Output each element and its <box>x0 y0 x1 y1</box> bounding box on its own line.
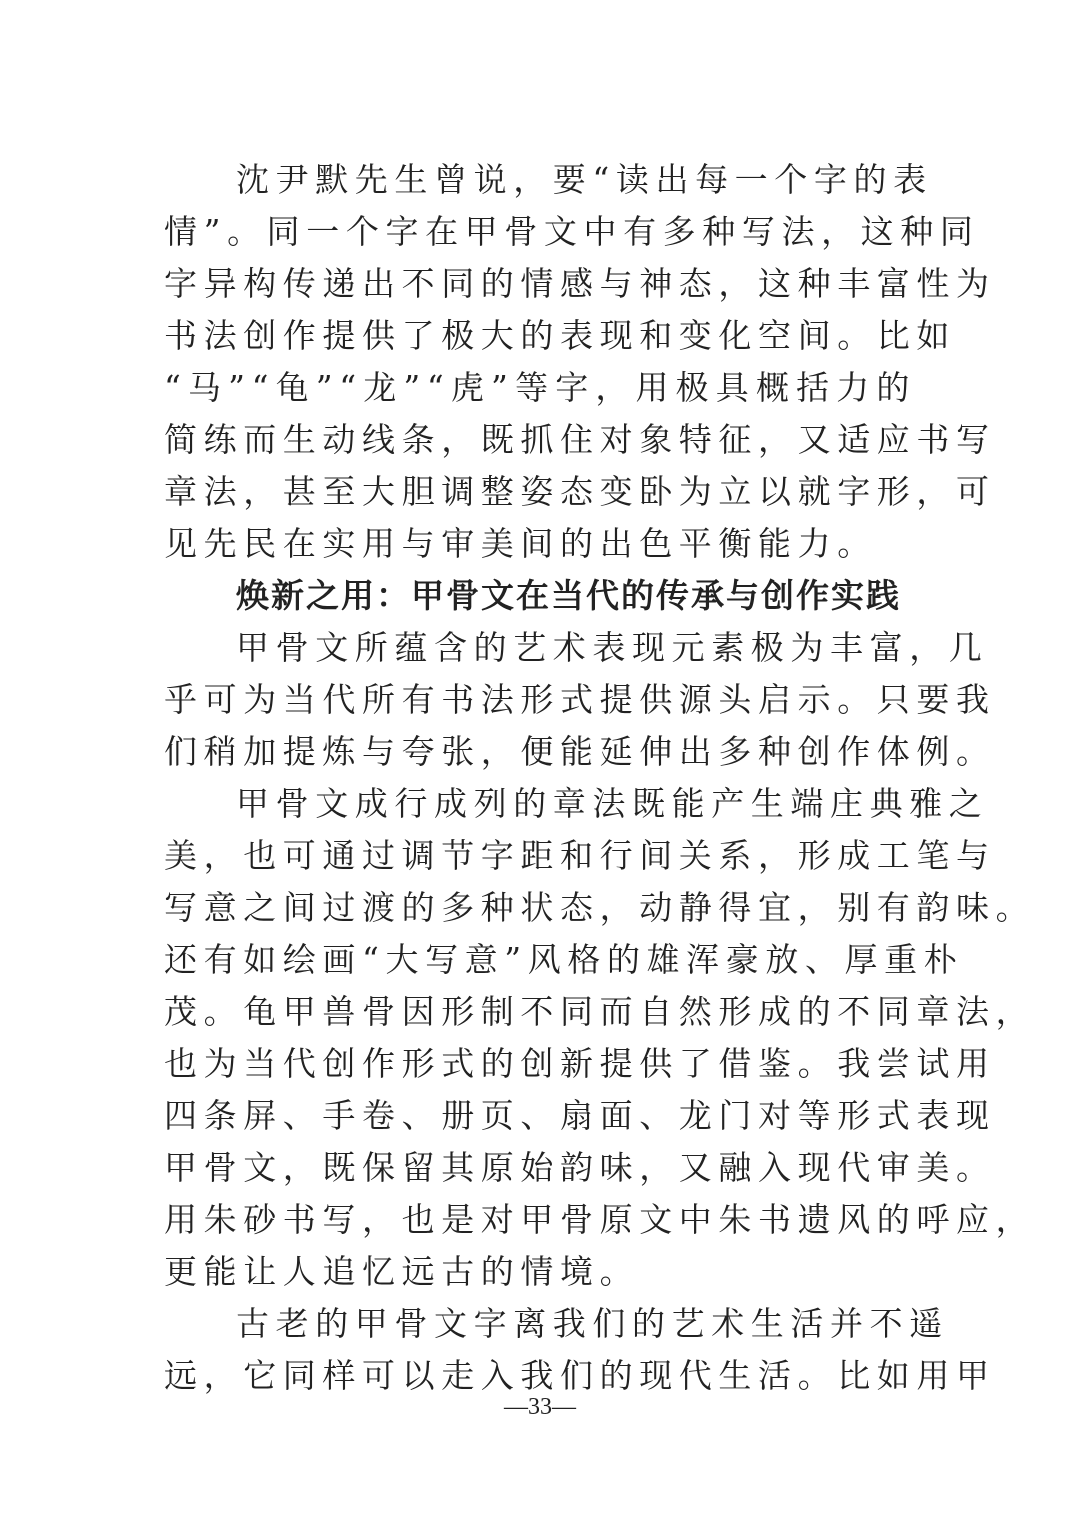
text-line: 甲骨文成行成列的章法既能产生端庄典雅之 <box>236 784 989 823</box>
text-line: 字异构传递出不同的情感与神态，这种丰富性为 <box>164 264 996 303</box>
paragraph-artistic-elements <box>164 622 996 778</box>
text-line: 美，也可通过调节字距和行间关系，形成工笔与 <box>164 836 996 875</box>
text-line: 四条屏、手卷、册页、扇面、龙门对等形式表现 <box>164 1096 996 1135</box>
text-line: 沈尹默先生曾说，要“读出每一个字的表 <box>236 160 933 199</box>
text-line: “马”“龟”“龙”“虎”等字，用极具概括力的 <box>164 368 916 407</box>
text-line: 还有如绘画“大写意”风格的雄浑豪放、厚重朴 <box>164 940 964 979</box>
text-line: 见先民在实用与审美间的出色平衡能力。 <box>164 524 877 563</box>
text-line: 情”。同一个字在甲骨文中有多种写法，这种同 <box>164 212 980 251</box>
text-line: 古老的甲骨文字离我们的艺术生活并不遥 <box>236 1304 949 1343</box>
paragraph-modern-life <box>164 1298 996 1402</box>
text-line: 用朱砂书写，也是对甲骨原文中朱书遗风的呼应， <box>164 1200 1036 1239</box>
text-line: 乎可为当代所有书法形式提供源头启示。只要我 <box>164 680 996 719</box>
text-line: 们稍加提炼与夸张，便能延伸出多种创作体例。 <box>164 732 996 771</box>
text-line: 写意之间过渡的多种状态，动静得宜，别有韵味。 <box>164 888 1036 927</box>
text-line: 甲骨文所蕴含的艺术表现元素极为丰富，几 <box>236 628 989 667</box>
page-number: —33— <box>504 1394 576 1420</box>
text-line: 也为当代创作形式的创新提供了借鉴。我尝试用 <box>164 1044 996 1083</box>
text-line: 茂。龟甲兽骨因形制不同而自然形成的不同章法， <box>164 992 1036 1031</box>
text-line: 甲骨文，既保留其原始韵味，又融入现代审美。 <box>164 1148 996 1187</box>
text-line: 书法创作提供了极大的表现和变化空间。比如 <box>164 316 956 355</box>
text-line: 简练而生动线条，既抓住对象特征，又适应书写 <box>164 420 996 459</box>
text-line: 章法，甚至大胆调整姿态变卧为立以就字形，可 <box>164 472 996 511</box>
section-heading-text: 焕新之用：甲骨文在当代的传承与创作实践 <box>236 576 901 615</box>
text-line: 远，它同样可以走入我们的现代生活。比如用甲 <box>164 1356 996 1395</box>
article-body <box>164 154 1036 1402</box>
paragraph-composition <box>164 778 1036 1298</box>
section-heading <box>164 570 916 622</box>
text-line: 更能让人追忆远古的情境。 <box>164 1252 640 1291</box>
paragraph-calligraphy-expression <box>164 154 996 570</box>
